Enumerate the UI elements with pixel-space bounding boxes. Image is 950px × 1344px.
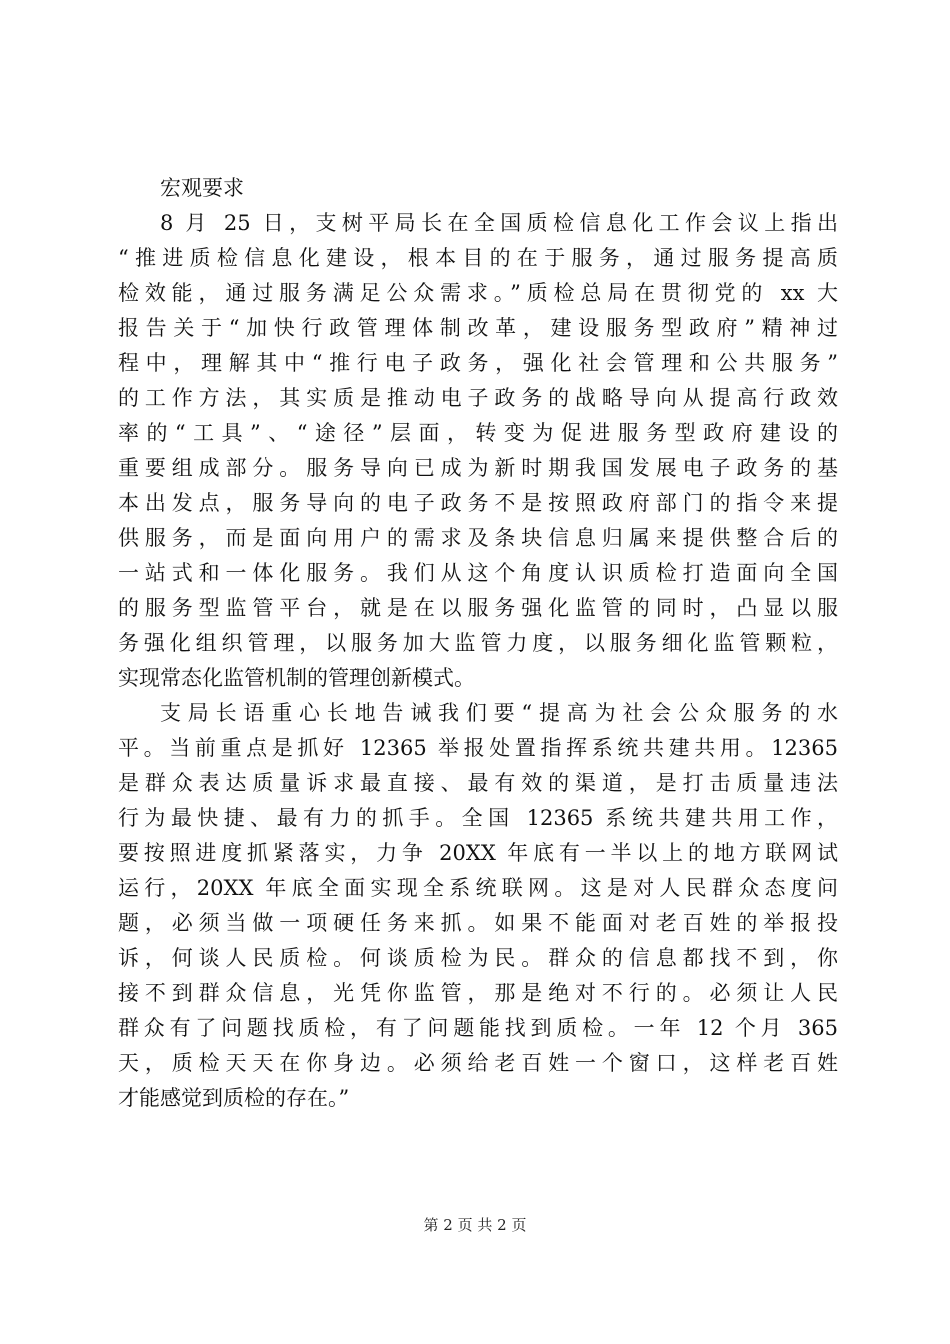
paragraph-line: 检效能，通过服务满足公众需求。”质检总局在贯彻党的 xx 大: [118, 281, 838, 305]
paragraph-line: 才能感觉到质检的存在。”: [118, 1086, 350, 1110]
paragraph-line: 8 月 25 日，支树平局长在全国质检信息化工作会议上指出: [160, 211, 838, 235]
paragraph-line: 要按照进度抓紧落实，力争 20XX 年底有一半以上的地方联网试: [118, 841, 838, 865]
paragraph-line: 务强化组织管理，以服务加大监管力度，以服务细化监管颗粒，: [118, 631, 838, 655]
paragraph-line: 的服务型监管平台，就是在以服务强化监管的同时，凸显以服: [118, 596, 838, 620]
paragraph-line: 行为最快捷、最有力的抓手。全国 12365 系统共建共用工作，: [118, 806, 838, 830]
paragraph-line: 报告关于“加快行政管理体制改革，建设服务型政府”精神过: [118, 316, 838, 340]
section-heading: 宏观要求: [160, 176, 244, 200]
paragraph-line: “推进质检信息化建设，根本目的在于服务，通过服务提高质: [118, 246, 838, 270]
paragraph-line: 实现常态化监管机制的管理创新模式。: [118, 666, 475, 690]
page-number-footer: 第 2 页 共 2 页: [423, 1216, 527, 1234]
paragraph-line: 天，质检天天在你身边。必须给老百姓一个窗口，这样老百姓: [118, 1051, 838, 1075]
paragraph-1: [118, 206, 838, 696]
paragraph-line: 诉，何谈人民质检。何谈质检为民。群众的信息都找不到，你: [118, 946, 838, 970]
paragraph-line: 供服务，而是面向用户的需求及条块信息归属来提供整合后的: [118, 526, 838, 550]
paragraph-2: [118, 696, 838, 1116]
paragraph-line: 本出发点，服务导向的电子政务不是按照政府部门的指令来提: [118, 491, 838, 515]
paragraph-line: 的工作方法，其实质是推动电子政务的战略导向从提高行政效: [118, 386, 838, 410]
paragraph-line: 支局长语重心长地告诫我们要“提高为社会公众服务的水: [160, 701, 838, 725]
paragraph-line: 是群众表达质量诉求最直接、最有效的渠道，是打击质量违法: [118, 771, 838, 795]
paragraph-line: 率的“工具”、“途径”层面，转变为促进服务型政府建设的: [118, 421, 838, 445]
document-body: [118, 171, 838, 1116]
paragraph-line: 平。当前重点是抓好 12365 举报处置指挥系统共建共用。12365: [118, 736, 838, 760]
paragraph-line: 运行，20XX 年底全面实现全系统联网。这是对人民群众态度问: [118, 876, 838, 900]
paragraph-line: 一站式和一体化服务。我们从这个角度认识质检打造面向全国: [118, 561, 838, 585]
paragraph-line: 程中，理解其中“推行电子政务，强化社会管理和公共服务”: [118, 351, 838, 375]
paragraph-line: 接不到群众信息，光凭你监管，那是绝对不行的。必须让人民: [118, 981, 838, 1005]
paragraph-line: 群众有了问题找质检，有了问题能找到质检。一年 12 个月 365: [118, 1016, 838, 1040]
paragraph-line: 重要组成部分。服务导向已成为新时期我国发展电子政务的基: [118, 456, 838, 480]
paragraph-line: 题，必须当做一项硬任务来抓。如果不能面对老百姓的举报投: [118, 911, 838, 935]
